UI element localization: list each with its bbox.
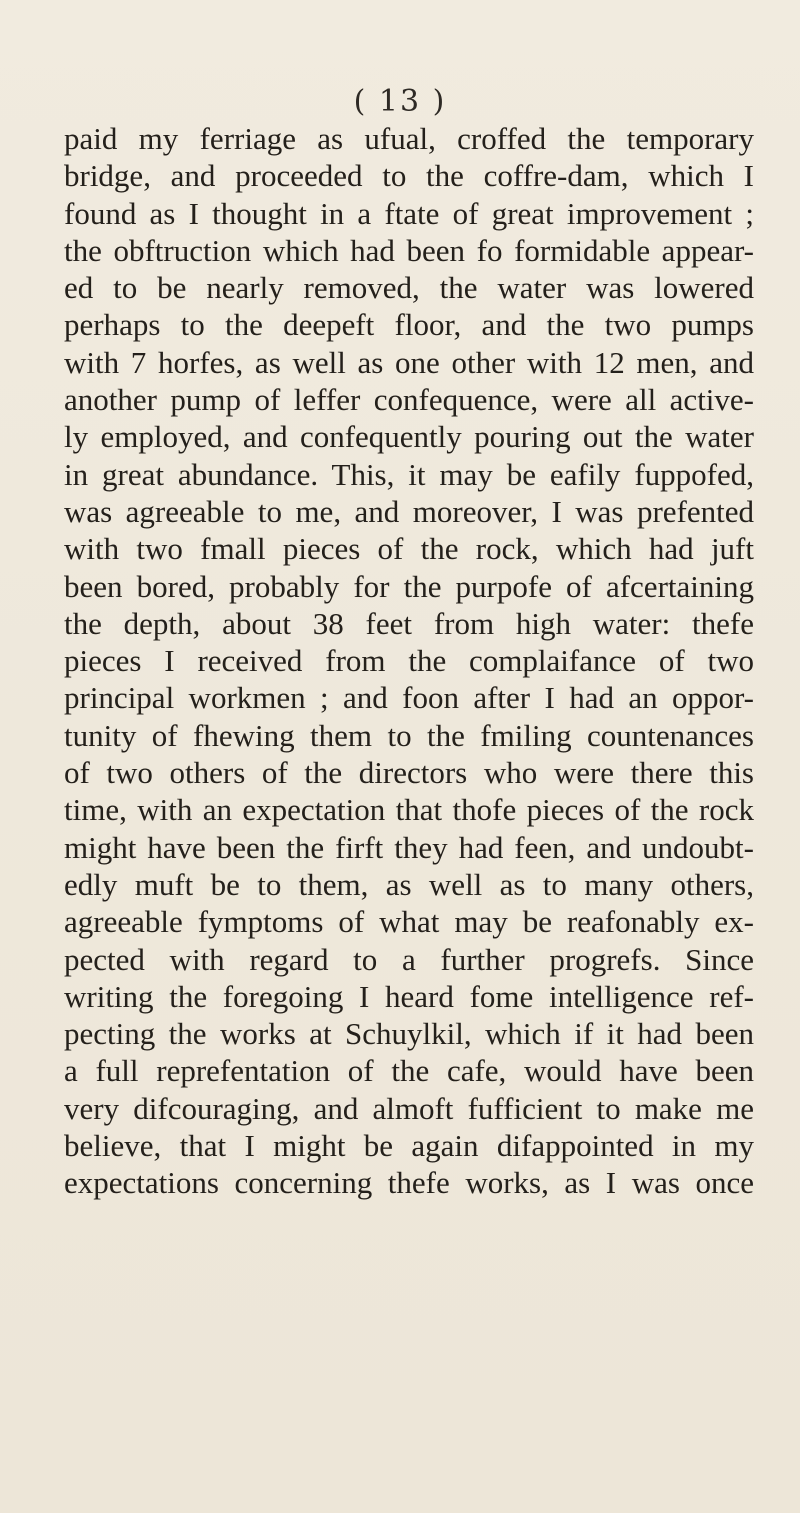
- page-number: ( 13 ): [353, 84, 447, 119]
- text-line: believe, that I might be again difappointed in my: [64, 1128, 754, 1164]
- text-line: paid my ferriage as ufual, croffed the temporary: [64, 121, 754, 156]
- text-line: expectations concerning thefe works, as I was once: [64, 1165, 754, 1201]
- text-line: ly employed, and confequently pouring out the water: [64, 419, 754, 455]
- text-line: another pump of leffer confequence, were all active-: [64, 382, 754, 418]
- text-line: was agreeable to me, and moreover, I was prefented: [64, 493, 754, 529]
- text-line: pecting the works at Schuylkil, which if it had been: [64, 1016, 754, 1052]
- text-line: found as I thought in a ftate of great improvement ;: [64, 195, 754, 231]
- text-line: principal workmen ; and foon after I had an oppor-: [64, 680, 754, 716]
- text-line: pieces I received from the complaifance of two: [64, 643, 754, 679]
- text-line: been bored, probably for the purpofe of afcertaining: [64, 568, 754, 604]
- text-line: of two others of the directors who were there this: [64, 755, 754, 791]
- text-line: tunity of fhewing them to the fmiling countenances: [64, 717, 754, 753]
- text-line: agreeable fymptoms of what may be reafonably ex-: [64, 904, 754, 940]
- text-line: with 7 horfes, as well as one other with 12 men, and: [64, 344, 754, 380]
- text-line: very difcouraging, and almoft fufficient to make me: [64, 1090, 754, 1126]
- text-line: the depth, about 38 feet from high water: thefe: [64, 605, 754, 641]
- text-line: with two fmall pieces of the rock, which had juft: [64, 531, 754, 567]
- text-line: pected with regard to a further progrefs. Since: [64, 941, 754, 977]
- body-text: [64, 120, 754, 1202]
- text-line: ed to be nearly removed, the water was lowered: [64, 270, 754, 306]
- text-line: time, with an expectation that thofe pieces of the rock: [64, 792, 754, 828]
- text-line: bridge, and proceeded to the coffre-dam, which I: [64, 158, 754, 194]
- text-line: might have been the firft they had feen, and undoubt-: [64, 829, 754, 865]
- text-line: in great abundance. This, it may be eafily fuppofed,: [64, 456, 754, 492]
- text-line: the obftruction which had been fo formidable appear-: [64, 232, 754, 268]
- text-line: writing the foregoing I heard fome intelligence ref-: [64, 978, 754, 1014]
- text-line: a full reprefentation of the cafe, would have been: [64, 1053, 754, 1089]
- text-line: perhaps to the deepeft floor, and the two pumps: [64, 307, 754, 343]
- text-line: edly muft be to them, as well as to many others,: [64, 866, 754, 902]
